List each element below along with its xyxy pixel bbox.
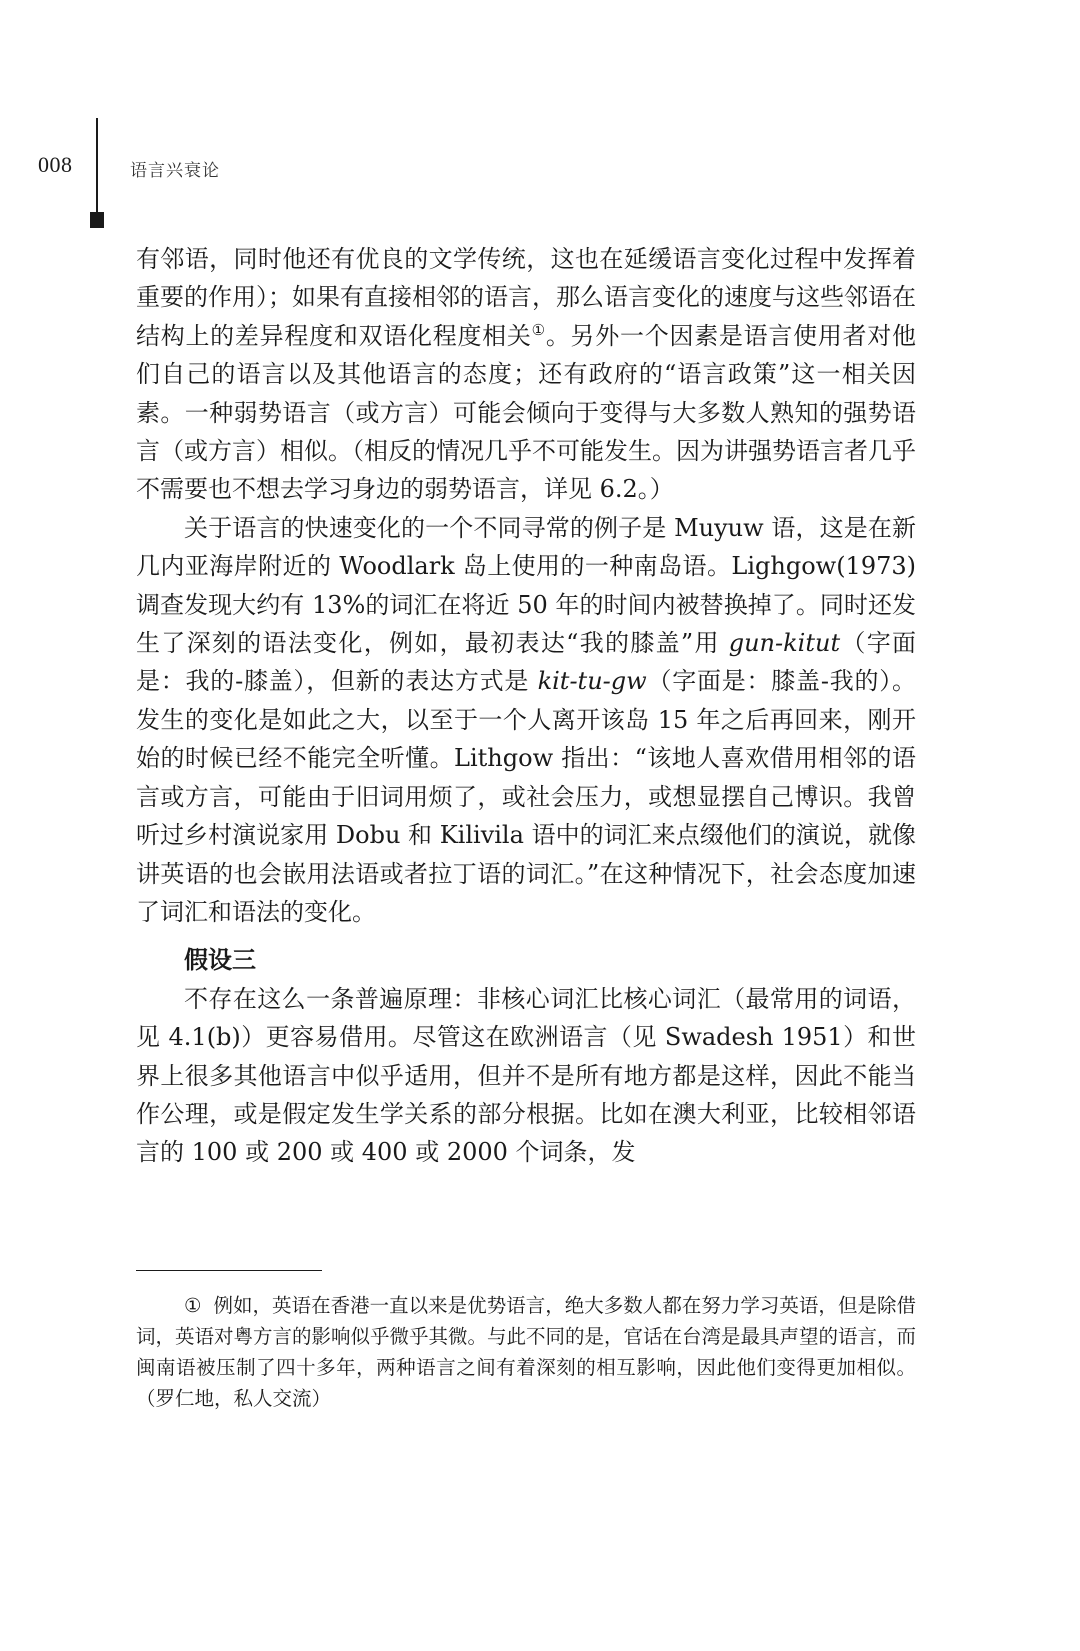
header-block-marker <box>90 212 104 228</box>
term-gun-kitut: gun-kitut <box>728 629 841 658</box>
body-text <box>136 240 916 1172</box>
paragraph-3: 不存在这么一条普遍原理：非核心词汇比核心词汇（最常用的词语，见 4.1(b)）更容易借用。尽管这在欧洲语言（见 Swadesh 1951）和世界上很多其他语言中似乎适用，但并不是所有地方都是这样，因此不能当作公理，或是假定发生学关系的部分根据。比如在澳大利亚，比较相邻语言的 100 或 200 或 400 或 2000 个词条，发 <box>136 984 916 1167</box>
section-heading: 假设三 <box>184 946 256 975</box>
footnote-number: ① <box>184 1294 202 1317</box>
header-rule <box>96 118 98 226</box>
page-number: 008 <box>38 152 73 177</box>
term-kit-tu-gw: kit-tu-gw <box>537 667 647 696</box>
paragraph-2-part-a: 关于语言的快速变化的一个不同寻常的例子是 Muyuw 语，这是在新几内亚海岸附近的 Woodlark 岛上使用的一种南岛语。Lighgow(1973)调查发现大约有 13%的词汇在将近 50 年的时间内被替换掉了。同时还发生了深刻的语法变化，例如，最初表达“我的膝盖”用 <box>136 513 916 658</box>
paragraph-2-part-b: （字面是：我的-膝盖），但新的表达方式是 <box>136 629 917 696</box>
paragraph-2 <box>136 509 916 931</box>
footnote-text: 例如，英语在香港一直以来是优势语言，绝大多数人都在努力学习英语，但是除借词，英语对粤方言的影响似乎微乎其微。与此不同的是，官话在台湾是最具声望的语言，而闽南语被压制了四十多年，两种语言之间有着深刻的相互影响，因此他们变得更加相似。（罗仁地，私人交流） <box>136 1294 917 1410</box>
footnote <box>136 1290 916 1414</box>
paragraph-1-text: 有邻语，同时他还有优良的文学传统，这也在延缓语言变化过程中发挥着重要的作用）；如果有直接相邻的语言，那么语言变化的速度与这些邻语在结构上的差异程度和双语化程度相关 <box>136 245 916 350</box>
paragraph-1 <box>136 240 916 509</box>
running-head: 语言兴衰论 <box>130 161 220 181</box>
paragraph-2-part-c: （字面是：膝盖-我的）。发生的变化是如此之大，以至于一个人离开该岛 15 年之后再回来，刚开始的时候已经不能完全听懂。Lithgow 指出：“该地人喜欢借用相邻的语言或方言，可能由于旧词用烦了，或社会压力，或想显摆自己博识。我曾听过乡村演说家用 Dobu 和 Kilivila 语中的词汇来点缀他们的演说，就像讲英语的也会嵌用法语或者拉丁语的词汇。”在这种情况下，社会态度加速了词汇和语法的变化。 <box>136 667 916 926</box>
paragraph-1-rest: 。另外一个因素是语言使用者对他们自己的语言以及其他语言的态度；还有政府的“语言政策”这一相关因素。一种弱势语言（或方言）可能会倾向于变得与大多数人熟知的强势语言（或方言）相似。（相反的情况几乎不可能发生。因为讲强势语言者几乎不需要也不想去学习身边的弱势语言，详见 6.2。） <box>136 321 917 504</box>
footnote-reference: ① <box>531 320 546 339</box>
footnote-rule <box>136 1270 322 1271</box>
